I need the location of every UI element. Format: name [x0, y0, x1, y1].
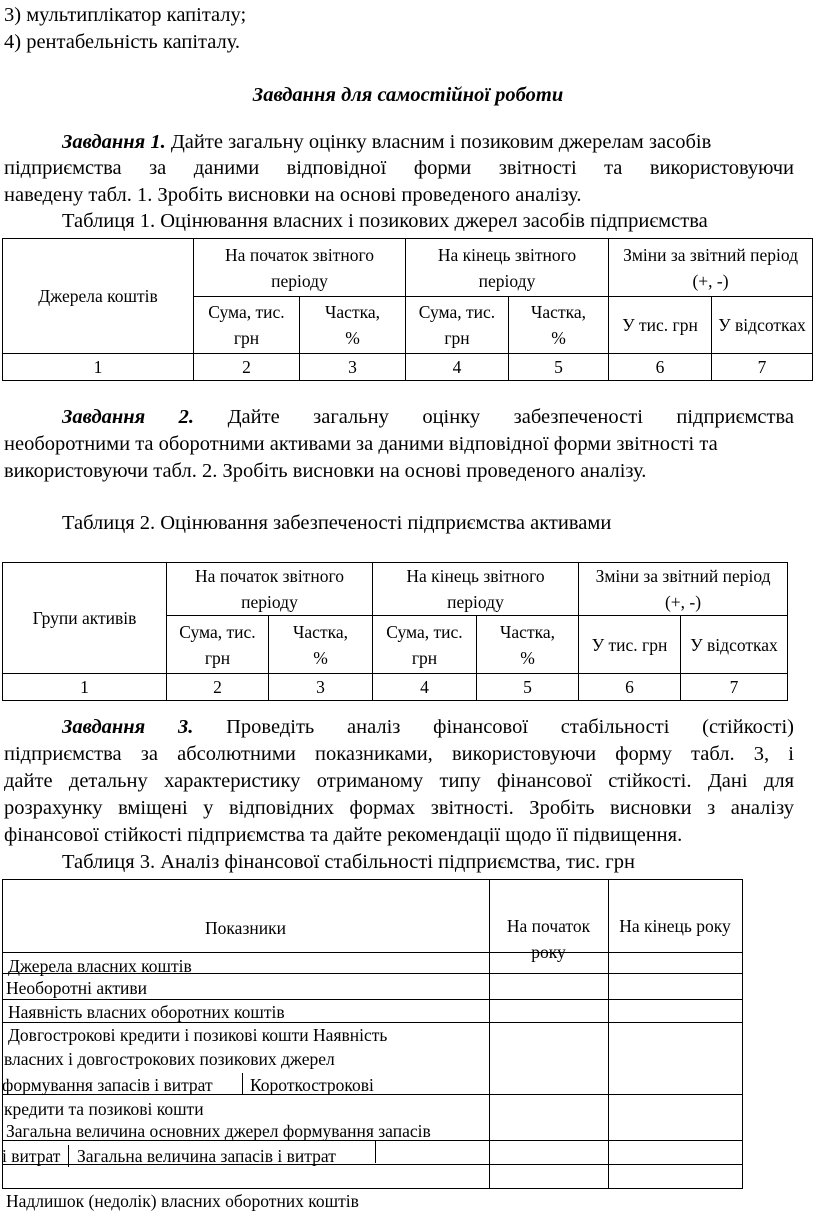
t1-num: 7 — [712, 354, 813, 381]
task2-label: Завдання 2. — [62, 406, 195, 428]
t2-uah: У тис. грн — [579, 616, 681, 674]
t3-head-indicators: Показники — [205, 918, 286, 938]
t2-head-start: На початок звітного періоду — [167, 563, 373, 616]
t2-head-end: На кінець звітного періоду — [373, 563, 579, 616]
task3-line5: фінансової стійкості підприємства та дайте рекомендації щодо її підвищення. — [4, 824, 683, 846]
t3-row-total-main-sources: Загальна величина основних джерел формування запасів — [6, 1121, 431, 1141]
task1-line1 — [62, 131, 711, 154]
task3-line4: розрахунку вміщені у відповідних формах звітності. Зробіть висновки з аналізу — [4, 797, 794, 819]
t3-row-longterm-loans: Довгострокові кредити і позикові кошти Наявність — [8, 1025, 388, 1045]
t2-num: 6 — [579, 674, 681, 701]
t3-row-own-working-capital: Наявність власних оборотних коштів — [8, 1002, 285, 1022]
task3-label: Завдання 3. — [62, 716, 194, 738]
t3-row-noncurrent-assets: Необоротні активи — [6, 978, 148, 998]
t3-row-shortterm: Короткострокові — [250, 1075, 374, 1095]
task3-line1 — [62, 716, 794, 739]
t2-num: 5 — [477, 674, 579, 701]
task3-line3: дайте детальну характеристику отриманому типу фінансової стійкості. Дані для — [4, 770, 794, 792]
t1-head-source: Джерела коштів — [3, 239, 194, 354]
t3-row-total-stocks: Загальна величина запасів і витрат — [77, 1146, 336, 1166]
task1-label: Завдання 1. — [62, 131, 166, 153]
list-item-4: 4) рентабельність капіталу. — [4, 31, 241, 53]
t2-head-change: Зміни за звітний період (+, -) — [579, 563, 788, 616]
table2-caption: Таблиця 2. Оцінювання забезпеченості підприємства активами — [62, 512, 612, 534]
t1-pct: У відсотках — [712, 297, 813, 354]
t1-num: 5 — [509, 354, 609, 381]
list-item-3: 3) мультиплікатор капіталу; — [4, 4, 247, 26]
t1-num: 1 — [3, 354, 194, 381]
task2-line2: необоротними та оборотними активами за даними відповідної форми звітності та — [4, 433, 718, 455]
t3-row-surplus-deficit: Надлишок (недолік) власних оборотних коштів — [6, 1191, 359, 1211]
t3-row-own-longterm-sources: власних і довгострокових позикових джерел — [4, 1049, 335, 1069]
t1-head-change: Зміни за звітний період (+, -) — [609, 239, 813, 297]
table1 — [2, 238, 813, 381]
t3-row-stock-formation: формування запасів і витрат — [2, 1075, 213, 1095]
t1-num: 4 — [406, 354, 509, 381]
t2-share-start: Частка, % — [269, 616, 373, 674]
t3-head-end: На кінець року — [619, 916, 731, 936]
t3-row-shortterm-loans: кредити та позикові кошти — [4, 1099, 204, 1119]
t1-share-start: Частка, % — [300, 297, 406, 354]
t1-num: 6 — [609, 354, 712, 381]
section-title: Завдання для самостійної роботи — [252, 84, 564, 106]
t2-share-end: Частка, % — [477, 616, 579, 674]
t2-num: 4 — [373, 674, 477, 701]
t1-head-end: На кінець звітного періоду — [406, 239, 609, 297]
task1-text1: Дайте загальну оцінку власним і позиковим джерелам засобів — [170, 131, 712, 153]
t1-num: 3 — [300, 354, 406, 381]
table3-caption: Таблиця 3. Аналіз фінансової стабільності підприємства, тис. грн — [62, 851, 635, 873]
t1-num: 2 — [194, 354, 300, 381]
task1-line2: підприємства за даними відповідної форми звітності та використовуючи — [4, 157, 794, 179]
table2 — [2, 562, 788, 701]
t1-uah: У тис. грн — [609, 297, 712, 354]
table1-caption: Таблиця 1. Оцінювання власних і позикових джерел засобів підприємства — [62, 210, 708, 232]
t3-row-and-costs: і витрат — [2, 1146, 61, 1166]
t2-pct: У відсотках — [681, 616, 788, 674]
t2-sum-end: Сума, тис. грн — [373, 616, 477, 674]
t1-sum-end: Сума, тис. грн — [406, 297, 509, 354]
task2-line1 — [62, 406, 794, 429]
task2-text1: Дайте загальну оцінку забезпеченості підприємства — [227, 406, 795, 428]
t2-sum-start: Сума, тис. грн — [167, 616, 269, 674]
task1-line3: наведену табл. 1. Зробіть висновки на основі проведеного аналізу. — [4, 184, 582, 206]
task3-text1: Проведіть аналіз фінансової стабільності (стійкості) — [226, 716, 794, 738]
t3-row-own-sources: Джерела власних коштів — [8, 956, 192, 976]
t2-num: 3 — [269, 674, 373, 701]
t2-num: 1 — [3, 674, 167, 701]
t2-head-groups: Групи активів — [3, 563, 167, 674]
t1-sum-start: Сума, тис. грн — [194, 297, 300, 354]
task2-line3: використовуючи табл. 2. Зробіть висновки на основі проведеного аналізу. — [4, 460, 647, 482]
task3-line2: підприємства за абсолютними показниками, використовуючи форму табл. 3, і — [4, 743, 794, 765]
t1-share-end: Частка, % — [509, 297, 609, 354]
t2-num: 7 — [681, 674, 788, 701]
t2-num: 2 — [167, 674, 269, 701]
t1-head-start: На початок звітного періоду — [194, 239, 406, 297]
t3-head-start: На початок року — [506, 916, 591, 962]
